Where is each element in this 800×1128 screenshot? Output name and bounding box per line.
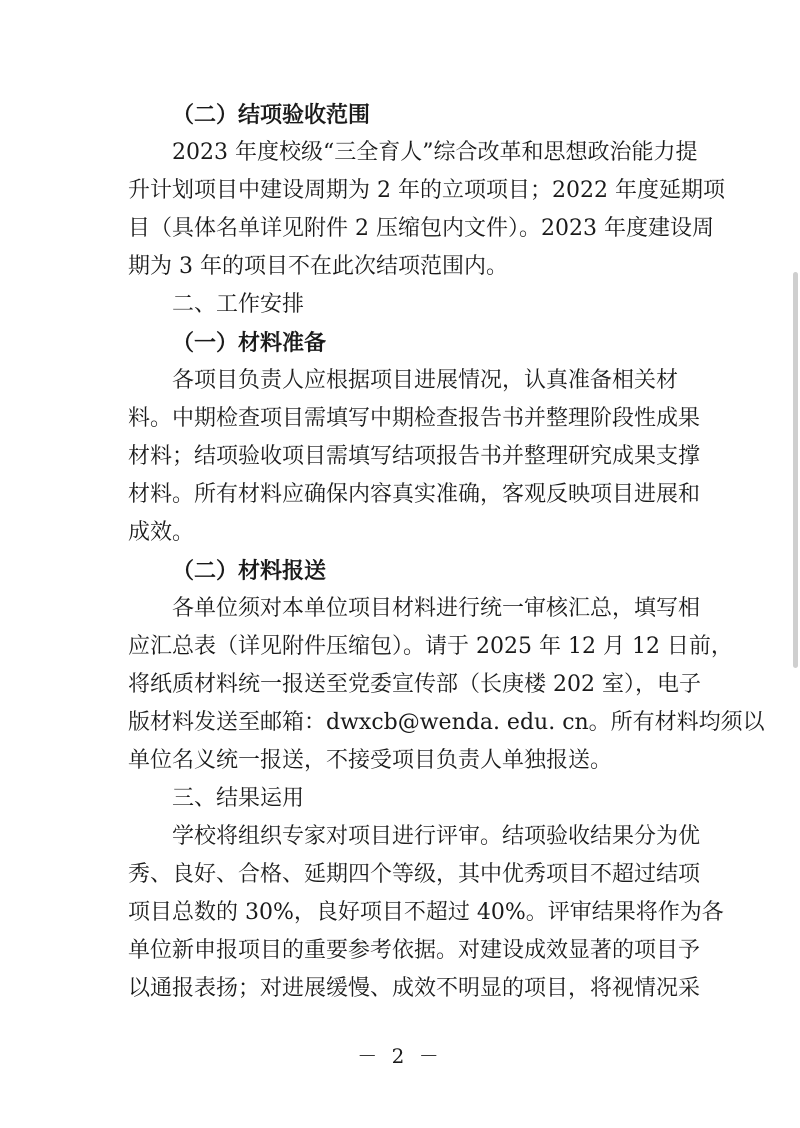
document-body: [128, 96, 765, 1008]
paragraph-line: 将纸质材料统一报送至党委宣传部（长庚楼 202 室），电子: [128, 672, 701, 697]
paragraph-line: 2023 年度校级“三全育人”综合改革和思想政治能力提: [172, 140, 698, 165]
heading-materials-prep: （一）材料准备: [172, 330, 327, 356]
paragraph-line: 目（具体名单详见附件 2 压缩包内文件）。2023 年度建设周: [128, 216, 714, 241]
paragraph-line: 以通报表扬；对进展缓慢、成效不明显的项目，将视情况采: [128, 976, 701, 1001]
page-number: － 2 －: [357, 1044, 443, 1068]
heading-scope: （二）结项验收范围: [172, 102, 371, 128]
paragraph-line: 升计划项目中建设周期为 2 年的立项项目；2022 年度延期项: [128, 178, 725, 203]
paragraph-line: 各项目负责人应根据项目进展情况，认真准备相关材: [172, 368, 679, 393]
paragraph-line: 材料；结项验收项目需填写结项报告书并整理研究成果支撑: [128, 444, 701, 469]
paragraph-line: 学校将组织专家对项目进行评审。结项验收结果分为优: [172, 824, 701, 849]
paragraph-line: 料。中期检查项目需填写中期检查报告书并整理阶段性成果: [128, 406, 701, 431]
paragraph-line: 应汇总表（详见附件压缩包）。请于 2025 年 12 月 12 日前，: [128, 634, 733, 659]
scrollbar[interactable]: [793, 272, 798, 668]
paragraph-line: 成效。: [128, 520, 195, 545]
heading-results: 三、结果运用: [172, 786, 305, 811]
heading-materials-submit: （二）材料报送: [172, 558, 327, 584]
paragraph-line: 期为 3 年的项目不在此次结项范围内。: [128, 254, 508, 279]
paragraph-line: 版材料发送至邮箱：dwxcb@wenda. edu. cn。所有材料均须以: [128, 710, 765, 735]
paragraph-line: 项目总数的 30%，良好项目不超过 40%。评审结果将作为各: [128, 900, 724, 925]
paragraph-line: 单位新申报项目的重要参考依据。对建设成效显著的项目予: [128, 938, 701, 963]
paragraph-line: 各单位须对本单位项目材料进行统一审核汇总，填写相: [172, 596, 701, 621]
paragraph-line: 秀、良好、合格、延期四个等级，其中优秀项目不超过结项: [128, 862, 701, 887]
paragraph-line: 单位名义统一报送，不接受项目负责人单独报送。: [128, 748, 613, 773]
heading-work-arrangement: 二、工作安排: [172, 292, 305, 317]
paragraph-line: 材料。所有材料应确保内容真实准确，客观反映项目进展和: [128, 482, 701, 507]
